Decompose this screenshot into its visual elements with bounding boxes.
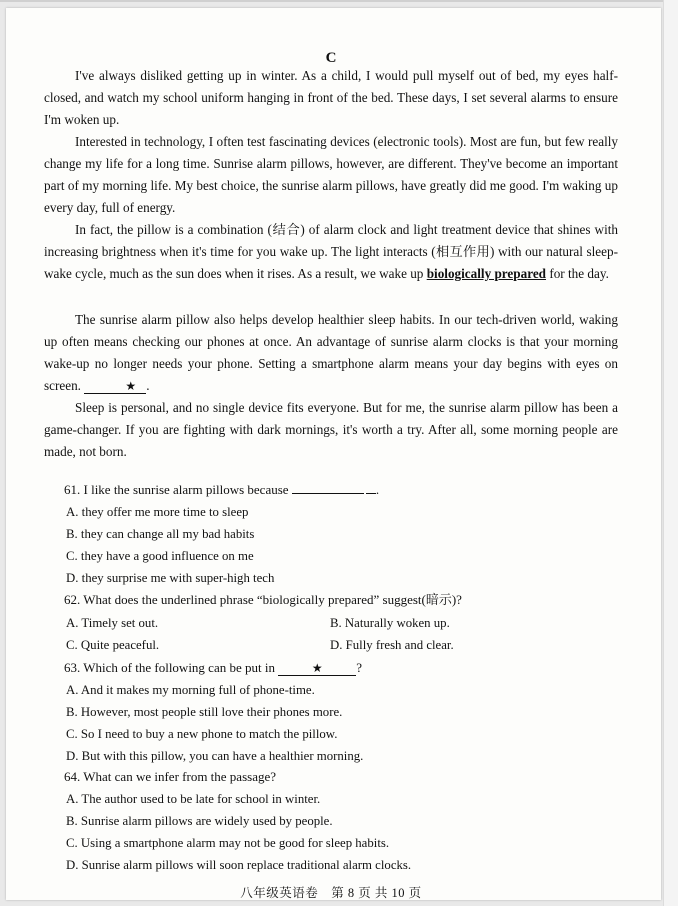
- answer-blank-end: [366, 481, 376, 494]
- q62-option-c: C. Quite peaceful.: [66, 638, 160, 652]
- question-63-stem: 63. Which of the following can be put in: [64, 660, 275, 675]
- document-page: [6, 8, 661, 900]
- q62-option-b: B. Naturally woken up.: [330, 616, 450, 630]
- q63-option-a: A. And it makes my morning full of phone-time.: [66, 683, 315, 697]
- page-footer: 八年级英语卷 第 8 页 共 10 页: [240, 886, 422, 900]
- star-blank: ★: [84, 379, 146, 394]
- paragraph-4: [44, 309, 618, 397]
- q62-option-a: A. Timely set out.: [66, 616, 159, 630]
- q62-option-d: D. Fully fresh and clear.: [330, 638, 454, 652]
- right-margin: [663, 0, 678, 906]
- question-63-end: ?: [356, 660, 362, 675]
- q63-option-c: C. So I need to buy a new phone to match the pillow.: [66, 727, 338, 741]
- paragraph-3: [44, 219, 618, 285]
- paragraph-1: I've always disliked getting up in winter. As a child, I would pull myself out of bed, my eyes half-closed, and watch my school uniform hanging in front of the bed. These days, I set several alarms to ensure I'm woken up.: [44, 68, 618, 127]
- question-62: 62. What does the underlined phrase “biologically prepared” suggest(暗示)?: [64, 592, 462, 607]
- section-title: C: [325, 50, 337, 66]
- question-63-blank: ★: [278, 661, 356, 676]
- top-border: [0, 0, 678, 2]
- underlined-phrase: biologically prepared: [426, 266, 547, 281]
- paragraph-5: Sleep is personal, and no single device fits everyone. But for me, the sunrise alarm pillow has been a game-changer. If you are fighting with dark mornings, it's worth a try. After all, some morning people are made, not born.: [44, 400, 618, 459]
- q61-option-d: D. they surprise me with super-high tech: [66, 571, 275, 585]
- q64-option-c: C. Using a smartphone alarm may not be good for sleep habits.: [66, 836, 390, 850]
- question-63: [64, 659, 362, 677]
- question-64: 64. What can we infer from the passage?: [64, 769, 277, 784]
- paragraph-3-end: for the day.: [546, 266, 609, 281]
- q63-option-b: B. However, most people still love their phones more.: [66, 705, 343, 719]
- q64-option-d: D. Sunrise alarm pillows will soon replace traditional alarm clocks.: [66, 858, 412, 872]
- paragraph-2: Interested in technology, I often test fascinating devices (electronic tools). Most are fun, but few really change my life for a long time. Sunrise alarm pillows, however, are different. They've become an important part of my morning life. My best choice, the sunrise alarm pillows, have greatly did me good. I'm waking up every day, full of energy.: [44, 134, 618, 215]
- q64-option-a: A. The author used to be late for school in winter.: [66, 792, 321, 806]
- q63-option-d: D. But with this pillow, you can have a healthier morning.: [66, 749, 364, 763]
- q64-option-b: B. Sunrise alarm pillows are widely used by people.: [66, 814, 333, 828]
- q61-option-b: B. they can change all my bad habits: [66, 527, 255, 541]
- question-61-end: .: [375, 482, 380, 497]
- paragraph-4-text: The sunrise alarm pillow also helps develop healthier sleep habits. In our tech-driven world, waking up often means checking our phones at once. An advantage of sunrise alarm clocks is that your morning wake-up no longer needs your phone. Setting a smartphone alarm means your day begins with eyes on screen.: [44, 312, 618, 393]
- paragraph-4-end: .: [146, 378, 150, 393]
- question-61-stem: 61. I like the sunrise alarm pillows because: [64, 482, 289, 497]
- paragraph-3-text: In fact, the pillow is a combination (结合) of alarm clock and light treatment device that shines with increasing brightness when it's time for you wake up. The light interacts (相互作用) with our natural sleep-wake cycle, much as the sun does when it rises. As a result, we wake up: [44, 222, 618, 281]
- answer-blank: [292, 481, 364, 494]
- q61-option-c: C. they have a good influence on me: [66, 549, 254, 563]
- q61-option-a: A. they offer me more time to sleep: [66, 505, 249, 519]
- question-61: [64, 481, 379, 499]
